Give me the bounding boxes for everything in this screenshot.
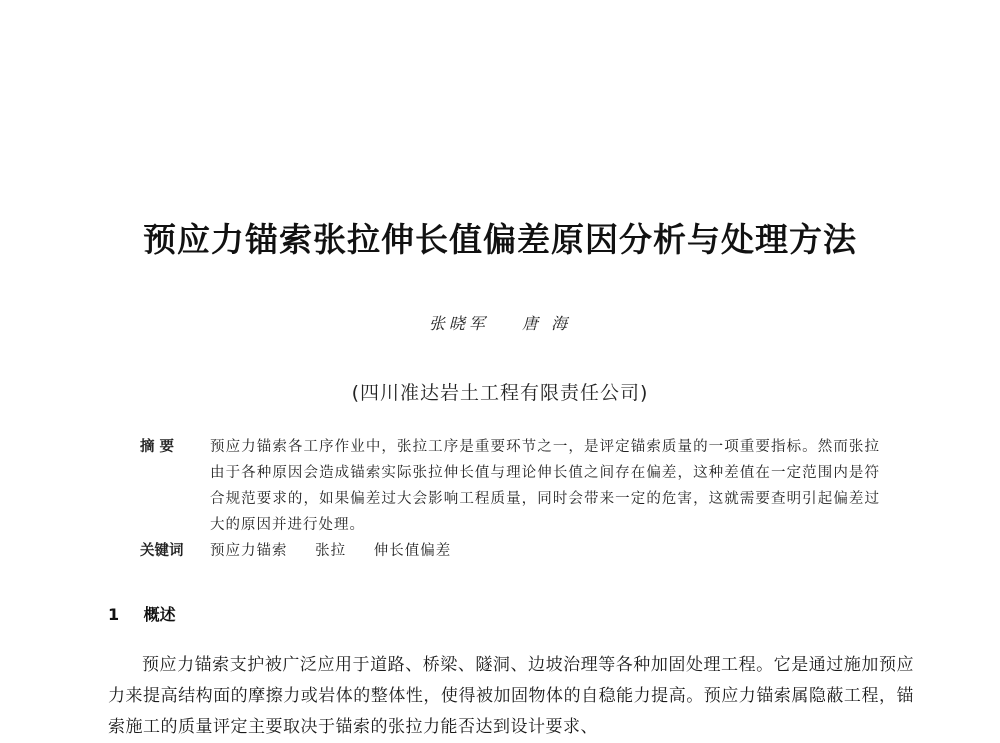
abstract-text: 预应力锚索各工序作业中，张拉工序是重要环节之一，是评定锚索质量的一项重要指标。然而张拉由于各种原因会造成锚索实际张拉伸长值与理论伸长值之间存在偏差，这种差值在一定范围内是符合规范要求的，如果偏差过大会影响工程质量，同时会带来一定的危害，这就需要查明引起偏差过大的原因并进行处理。 (210, 439, 880, 533)
author-name: 唐 海 (522, 314, 572, 333)
author-list (0, 311, 1000, 334)
keywords-row (140, 538, 880, 564)
keywords-list (210, 538, 880, 564)
section-heading (108, 602, 176, 625)
paper-title: 预应力锚索张拉伸长值偏差原因分析与处理方法 (143, 220, 857, 259)
section-body-text: 预应力锚索支护被广泛应用于道路、桥梁、隧洞、边坡治理等各种加固处理工程。它是通过施加预应力来提高结构面的摩擦力或岩体的整体性，使得被加固物体的自稳能力提高。预应力锚索属隐蔽工程，锚索施工的质量评定主要取决于锚索的张拉力能否达到设计要求、 (108, 655, 914, 737)
abstract-label: 摘 要 (140, 439, 175, 455)
section-number: 1 (108, 605, 120, 624)
keyword: 伸长值偏差 (373, 543, 452, 559)
abstract-block (140, 434, 880, 564)
keyword: 张拉 (315, 543, 347, 559)
keyword: 预应力锚索 (210, 543, 288, 559)
keywords-label: 关键词 (140, 543, 184, 559)
author-name: 张晓军 (428, 314, 489, 333)
section-title: 概述 (143, 605, 176, 624)
author-affiliation: (四川准达岩土工程有限责任公司) (351, 382, 649, 404)
abstract-row (140, 434, 880, 538)
